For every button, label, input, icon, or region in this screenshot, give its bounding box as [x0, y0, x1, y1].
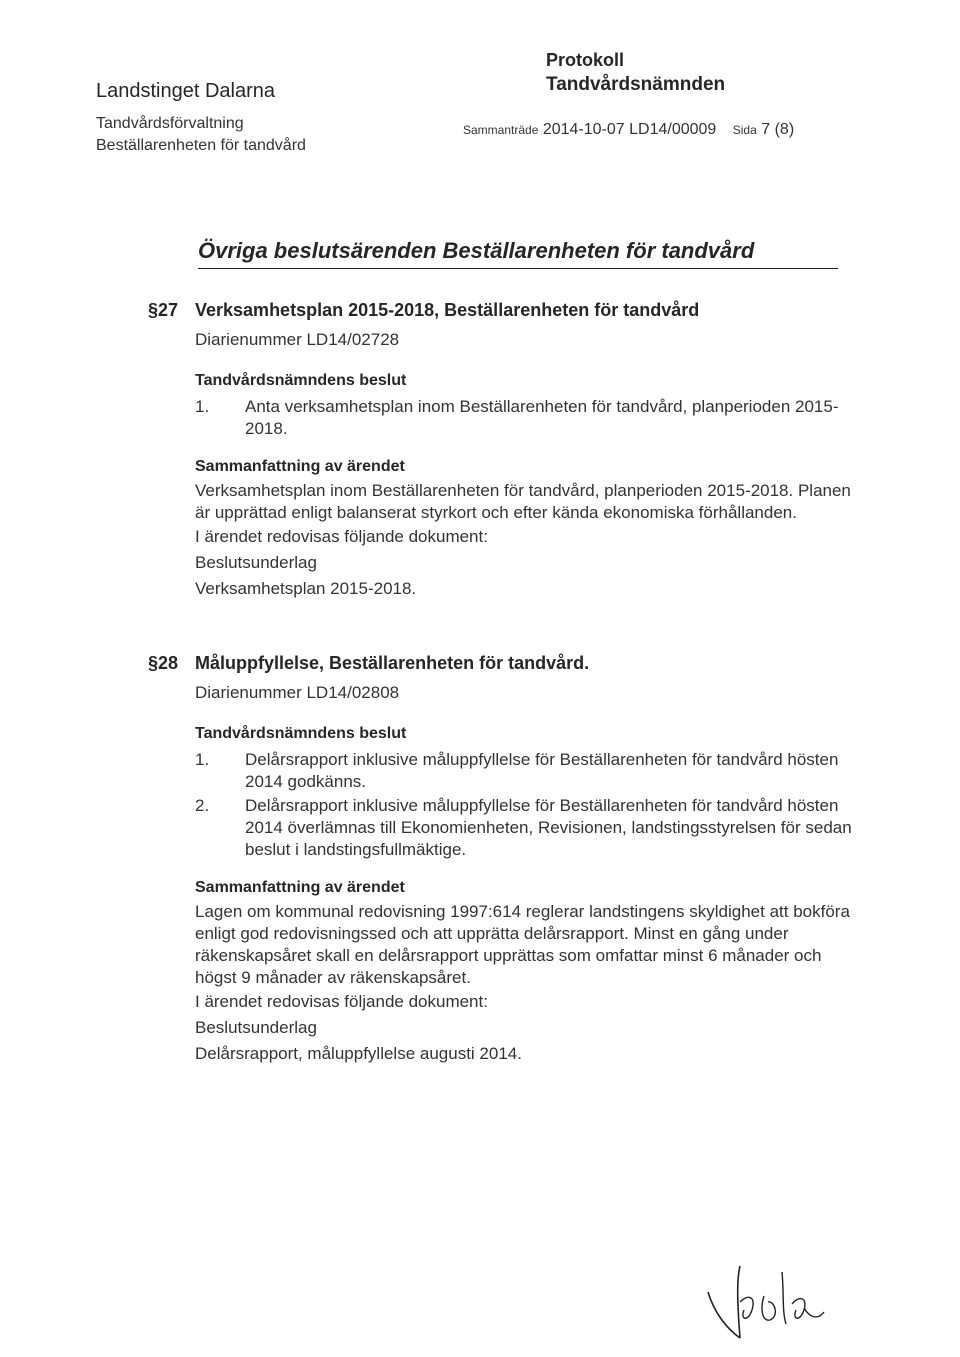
decision-item [195, 749, 855, 793]
agenda-item-body [195, 300, 855, 602]
document-entry: Delårsrapport, måluppfyllelse augusti 2014. [195, 1044, 522, 1063]
item-title: Måluppfyllelse, Beställarenheten för tandvård. [195, 653, 590, 673]
department-block [96, 113, 306, 157]
documents-intro: I ärendet redovisas följande dokument: [195, 992, 488, 1011]
summary-heading: Sammanfattning av ärendet [195, 458, 405, 475]
decision-text: Delårsrapport inklusive måluppfyllelse för Beställarenheten för tandvård hösten 2014 överlämnas till Ekonomienheten, Revisionen, landstingsstyrelsen för sedan beslut i landstingsfullmäktige. [245, 796, 852, 859]
meeting-label: Sammanträde [463, 123, 539, 137]
document-entry: Verksamhetsplan 2015-2018. [195, 579, 417, 598]
summary-text: Verksamhetsplan inom Beställarenheten för tandvård, planperioden 2015-2018. Planen är upprättad enligt balanserat styrkort och efter kända ekonomiska förhållanden. [195, 481, 851, 522]
diary-number: Diarienummer LD14/02808 [195, 683, 400, 702]
documents-intro: I ärendet redovisas följande dokument: [195, 527, 488, 546]
decision-text: Anta verksamhetsplan inom Beställarenheten för tandvård, planperioden 2015-2018. [245, 397, 839, 438]
summary-text: Lagen om kommunal redovisning 1997:614 reglerar landstingens skyldighet att bokföra enligt god redovisningssed och att upprätta delårsrapport. Minst en gång under räkenskapsåret skall en delårsrapport upprättas som omfattar minst 6 månader och högst 9 månader av räkenskapsåret. [195, 902, 850, 987]
organization-name: Landstinget Dalarna [96, 80, 276, 102]
unit-name: Beställarenheten för tandvård [96, 137, 306, 154]
meeting-date: 2014-10-07 [542, 121, 625, 138]
decision-heading: Tandvårdsnämndens beslut [195, 372, 407, 389]
decision-list [195, 396, 855, 440]
meeting-meta [463, 121, 794, 139]
document-entry: Beslutsunderlag [195, 553, 317, 572]
summary-heading: Sammanfattning av ärendet [195, 879, 405, 896]
case-number: LD14/00009 [629, 121, 717, 138]
decision-list [195, 749, 855, 861]
decision-number: 1. [195, 750, 210, 769]
decision-text: Delårsrapport inklusive måluppfyllelse för Beställarenheten för tandvård hösten 2014 godkänns. [245, 750, 839, 791]
diary-number: Diarienummer LD14/02728 [195, 330, 400, 349]
decision-item [195, 396, 855, 440]
agenda-item-body [195, 653, 855, 1067]
department-name: Tandvårdsförvaltning [96, 115, 244, 132]
decision-number: 1. [195, 397, 210, 416]
document-entry: Beslutsunderlag [195, 1018, 317, 1037]
page-label: Sida [732, 123, 757, 137]
decision-number: 2. [195, 796, 210, 815]
committee-name: Tandvårdsnämnden [546, 74, 726, 95]
decision-heading: Tandvårdsnämndens beslut [195, 725, 407, 742]
item-title: Verksamhetsplan 2015-2018, Beställarenheten för tandvård [195, 300, 700, 320]
paragraph-number: §28 [148, 653, 179, 673]
decision-item [195, 795, 855, 861]
document-type: Protokoll [546, 50, 625, 70]
paragraph-number: §27 [148, 300, 179, 320]
page-number: 7 (8) [761, 121, 795, 138]
handwritten-signature [700, 1262, 850, 1347]
section-heading: Övriga beslutsärenden Beställarenheten för tandvård [198, 238, 838, 269]
